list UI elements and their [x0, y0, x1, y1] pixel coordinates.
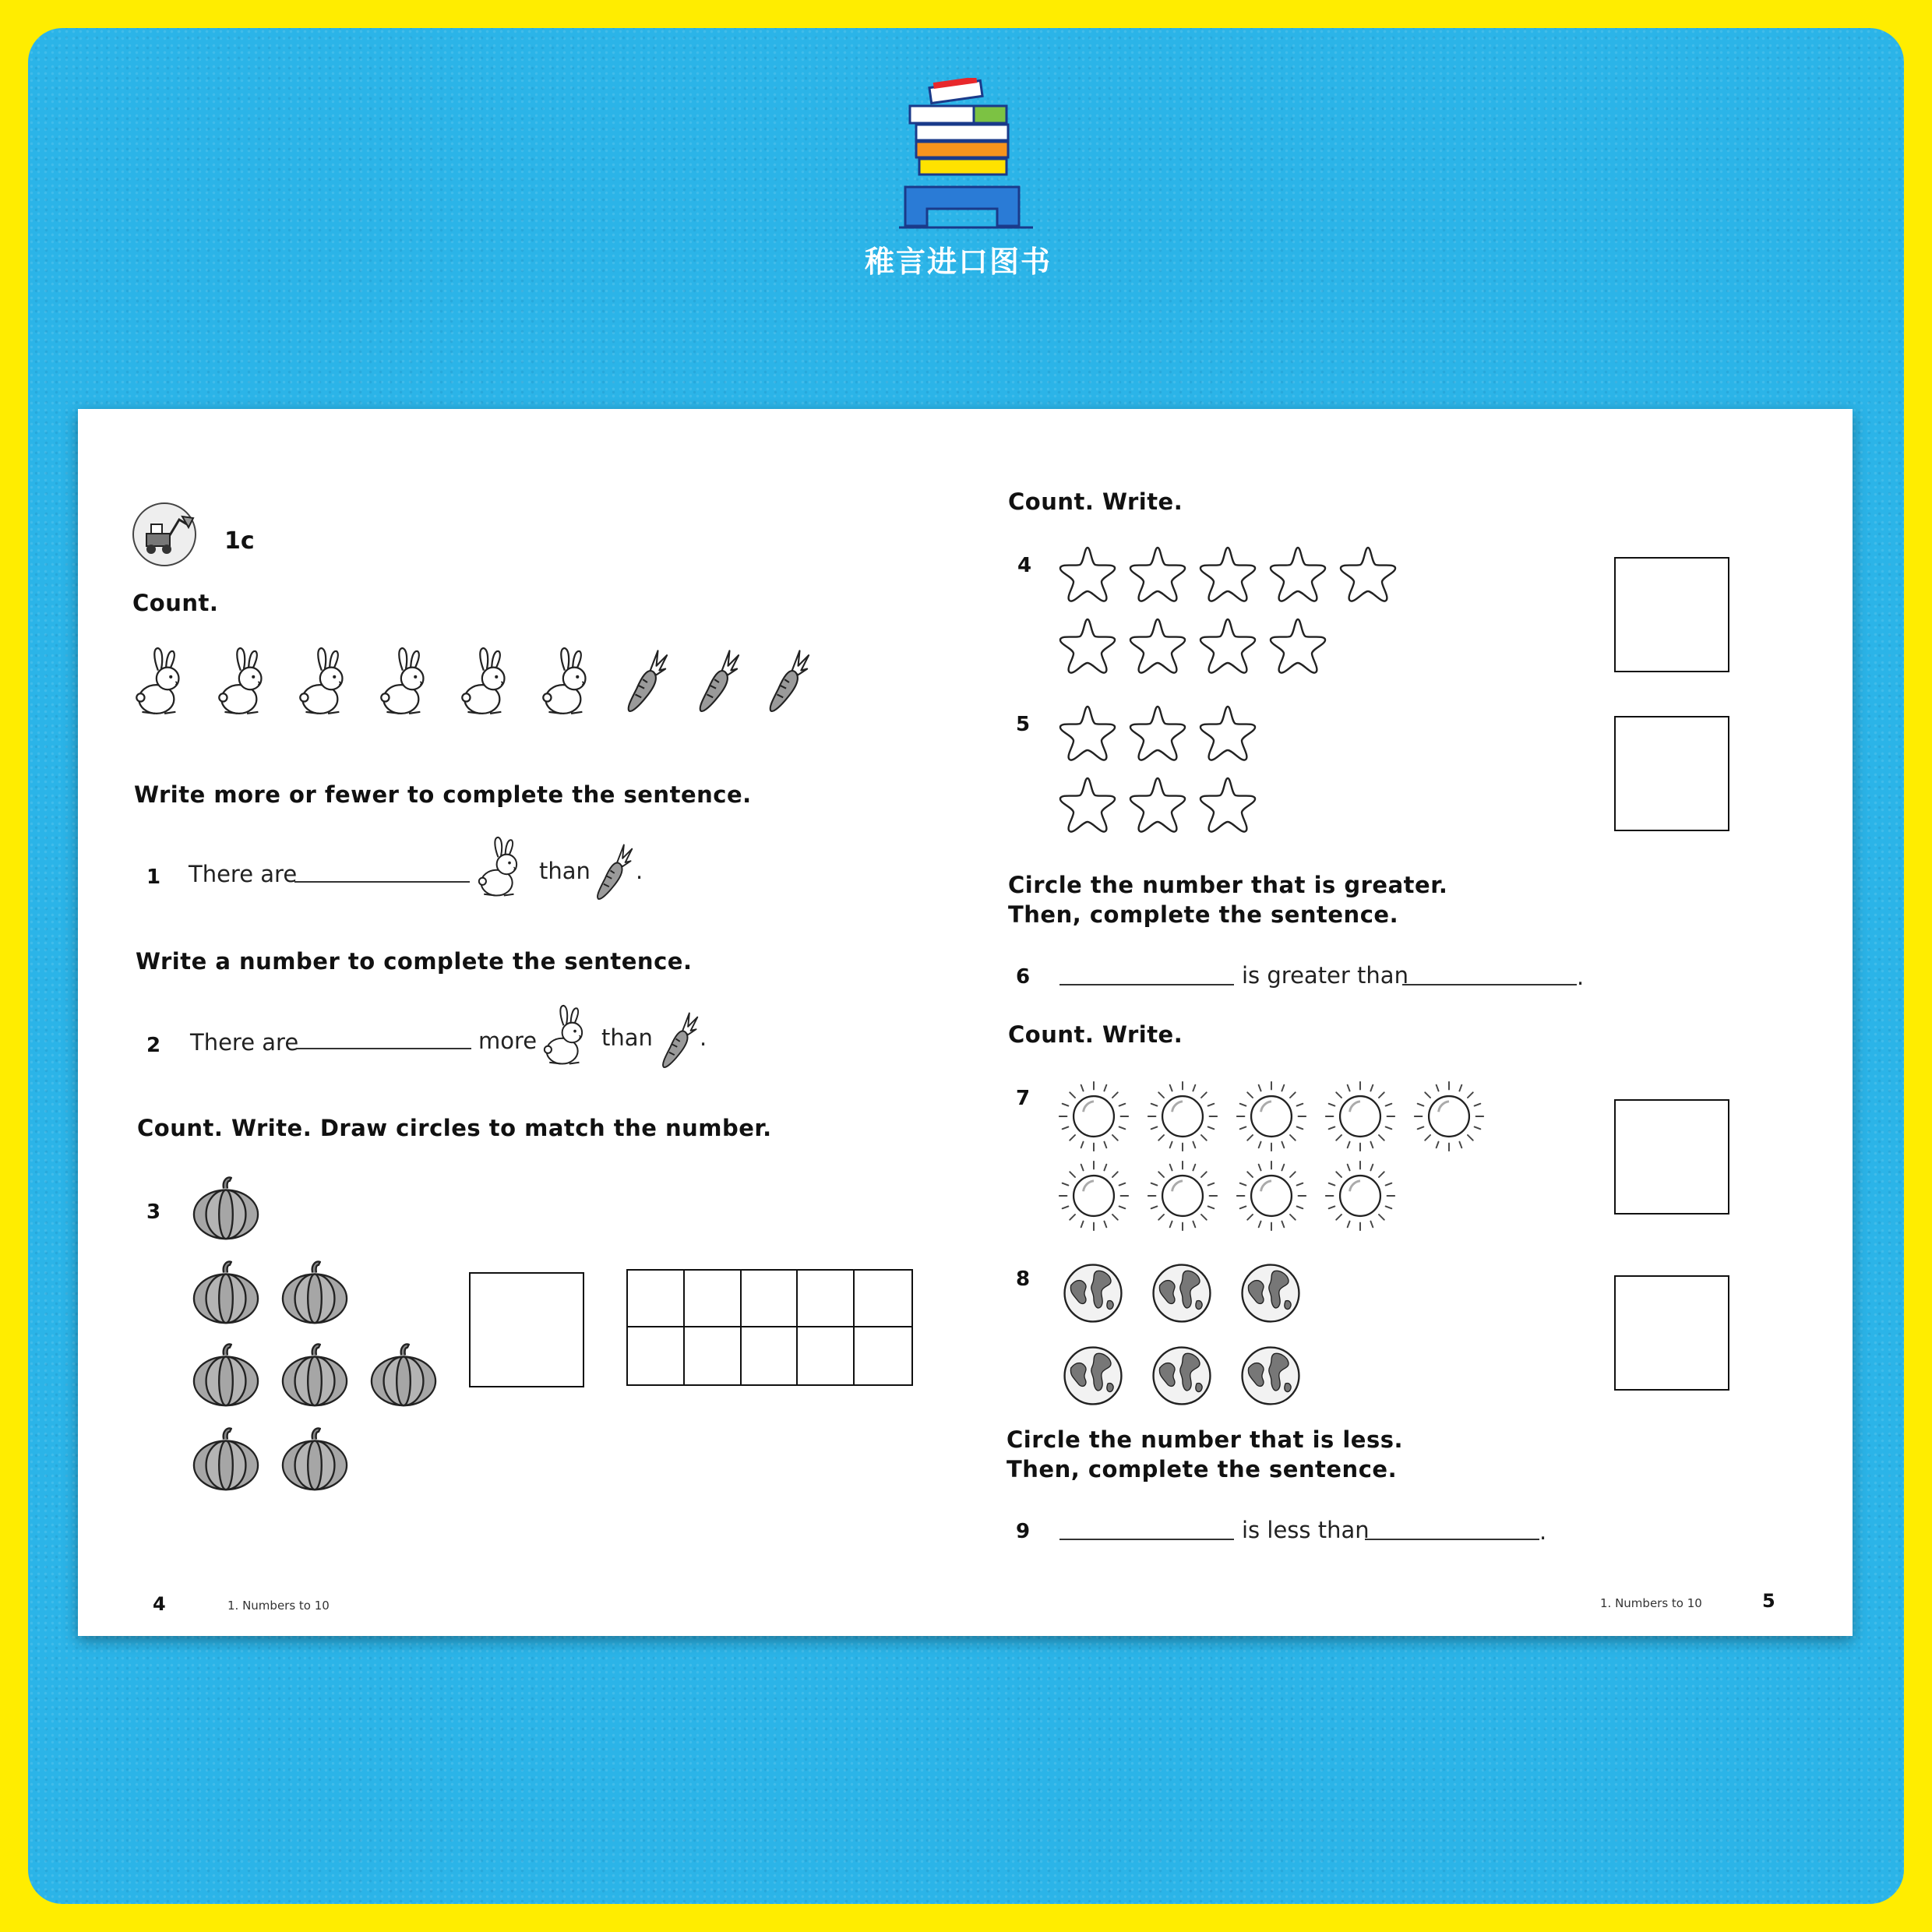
- ten-frame-cell[interactable]: [855, 1271, 911, 1327]
- q2-period: .: [700, 1024, 707, 1051]
- instruction-complete-sentence-2: Then, complete the sentence.: [1007, 1456, 1398, 1482]
- sun-icon: [1056, 1158, 1131, 1233]
- ten-frame-cell[interactable]: [742, 1271, 799, 1327]
- q1-answer-blank[interactable]: [294, 881, 470, 883]
- q1-period: .: [636, 858, 643, 884]
- instruction-more-fewer: Write more or fewer to complete the sentence.: [134, 781, 752, 808]
- workbook-spread: [78, 409, 1853, 1636]
- earth-icon: [1239, 1261, 1303, 1325]
- sun-icon: [1412, 1079, 1486, 1154]
- brand-name: 稚言进口图书: [864, 245, 1052, 279]
- books-stack-logo-icon: [896, 78, 1036, 234]
- star-icon: [1197, 543, 1259, 605]
- ten-frame-cell[interactable]: [742, 1327, 799, 1384]
- pumpkin-icon: [369, 1342, 438, 1408]
- rabbit-icon: [460, 647, 516, 718]
- rabbit-icon: [379, 647, 435, 718]
- q4-answer-box[interactable]: [1614, 557, 1729, 672]
- sun-icon: [1234, 1158, 1309, 1233]
- q7-answer-box[interactable]: [1614, 1099, 1729, 1215]
- question-number-7: 7: [1016, 1087, 1031, 1110]
- star-icon: [1267, 543, 1329, 605]
- instruction-write-number: Write a number to complete the sentence.: [136, 948, 693, 975]
- ten-frame-cell[interactable]: [685, 1271, 742, 1327]
- rabbit-icon: [542, 1004, 592, 1068]
- ten-frame-cell[interactable]: [798, 1327, 855, 1384]
- ten-frame-cell[interactable]: [685, 1327, 742, 1384]
- sun-icon: [1056, 1079, 1131, 1154]
- star-icon: [1337, 543, 1399, 605]
- star-icon: [1197, 774, 1259, 836]
- pumpkin-icon: [280, 1342, 349, 1408]
- digger-lesson-icon: [131, 501, 198, 568]
- q2-text-more: more: [478, 1028, 538, 1054]
- sun-icon: [1323, 1158, 1398, 1233]
- count-write-heading-1: Count. Write.: [1008, 488, 1183, 515]
- rabbit-icon: [477, 836, 527, 900]
- question-number-3: 3: [146, 1200, 161, 1224]
- rabbit-icon: [298, 647, 354, 718]
- star-icon: [1197, 615, 1259, 677]
- question-number-6: 6: [1016, 965, 1031, 989]
- instruction-draw-circles: Count. Write. Draw circles to match the number.: [137, 1115, 772, 1141]
- lesson-number: 1c: [224, 527, 255, 555]
- question-number-4: 4: [1017, 554, 1032, 577]
- earth-icon: [1239, 1344, 1303, 1408]
- footer-chapter-right: 1. Numbers to 10: [1600, 1596, 1702, 1610]
- star-icon: [1267, 615, 1329, 677]
- earth-icon: [1150, 1261, 1214, 1325]
- q3-answer-box[interactable]: [469, 1272, 584, 1387]
- count-heading: Count.: [132, 590, 219, 616]
- rabbit-icon: [217, 647, 273, 718]
- q2-text-there-are: There are: [190, 1029, 299, 1056]
- question-number-8: 8: [1016, 1267, 1031, 1291]
- ten-frame-cell[interactable]: [628, 1327, 685, 1384]
- carrot-icon: [623, 647, 668, 716]
- pumpkin-icon: [192, 1342, 260, 1408]
- sun-icon: [1145, 1158, 1220, 1233]
- star-icon: [1056, 702, 1119, 764]
- q5-answer-box[interactable]: [1614, 716, 1729, 831]
- star-icon: [1126, 702, 1189, 764]
- carrot-icon: [592, 842, 634, 903]
- q9-answer-blank-2[interactable]: [1365, 1539, 1539, 1540]
- pumpkin-icon: [192, 1260, 260, 1325]
- carrot-icon: [695, 647, 740, 716]
- count-write-heading-2: Count. Write.: [1008, 1021, 1183, 1048]
- star-icon: [1126, 774, 1189, 836]
- pumpkin-icon: [280, 1426, 349, 1492]
- question-number-2: 2: [146, 1034, 161, 1057]
- footer-chapter-left: 1. Numbers to 10: [227, 1599, 330, 1613]
- pumpkin-icon: [192, 1176, 260, 1241]
- ten-frame-cell[interactable]: [628, 1271, 685, 1327]
- star-icon: [1056, 543, 1119, 605]
- sun-icon: [1234, 1079, 1309, 1154]
- q8-answer-box[interactable]: [1614, 1275, 1729, 1391]
- rabbit-icon: [134, 647, 190, 718]
- earth-icon: [1150, 1344, 1214, 1408]
- pumpkin-icon: [280, 1260, 349, 1325]
- q1-text-there-are: There are: [189, 861, 298, 887]
- carrot-icon: [765, 647, 810, 716]
- q6-answer-blank-1[interactable]: [1059, 984, 1234, 985]
- ten-frame-cell[interactable]: [855, 1327, 911, 1384]
- earth-icon: [1061, 1261, 1125, 1325]
- star-icon: [1056, 774, 1119, 836]
- question-number-9: 9: [1016, 1520, 1031, 1543]
- page-number-right: 5: [1762, 1590, 1775, 1612]
- sun-icon: [1323, 1079, 1398, 1154]
- earth-icon: [1061, 1344, 1125, 1408]
- q6-text-greater-than: is greater than: [1242, 962, 1408, 989]
- q6-period: .: [1577, 964, 1585, 990]
- star-icon: [1126, 615, 1189, 677]
- carrot-icon: [658, 1010, 700, 1071]
- q9-answer-blank-1[interactable]: [1059, 1539, 1234, 1540]
- q1-text-than: than: [539, 858, 591, 884]
- q9-period: .: [1539, 1518, 1547, 1545]
- instruction-circle-greater: Circle the number that is greater.: [1008, 872, 1448, 898]
- star-icon: [1197, 702, 1259, 764]
- q2-text-than: than: [601, 1024, 653, 1051]
- q2-answer-blank[interactable]: [296, 1048, 471, 1049]
- q3-ten-frame[interactable]: [626, 1269, 913, 1386]
- sun-icon: [1145, 1079, 1220, 1154]
- page-number-left: 4: [153, 1593, 166, 1615]
- star-icon: [1056, 615, 1119, 677]
- instruction-complete-sentence-1: Then, complete the sentence.: [1008, 901, 1399, 928]
- pumpkin-icon: [192, 1426, 260, 1492]
- q9-text-less-than: is less than: [1242, 1517, 1370, 1543]
- q6-answer-blank-2[interactable]: [1402, 984, 1577, 985]
- ten-frame-cell[interactable]: [798, 1271, 855, 1327]
- question-number-5: 5: [1016, 713, 1031, 736]
- star-icon: [1126, 543, 1189, 605]
- instruction-circle-less: Circle the number that is less.: [1007, 1426, 1404, 1453]
- question-number-1: 1: [146, 866, 161, 889]
- rabbit-icon: [541, 647, 597, 718]
